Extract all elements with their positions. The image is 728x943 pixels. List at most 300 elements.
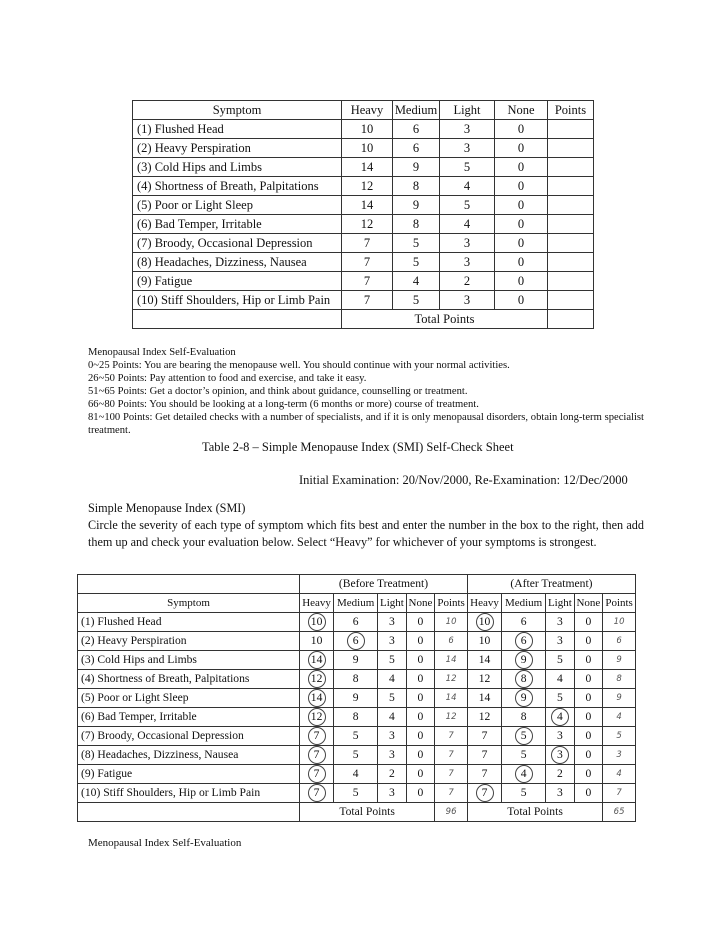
- total-before: 96: [435, 803, 468, 822]
- after-medium-cell: [502, 708, 546, 727]
- before-heavy-cell: [300, 746, 334, 765]
- total-row: [133, 310, 594, 329]
- symptom-cell: (7) Broody, Occasional Depression: [78, 727, 300, 746]
- value: 5: [389, 653, 395, 666]
- col-heavy: Heavy: [342, 101, 393, 120]
- after-medium-cell: [502, 689, 546, 708]
- table-row: [133, 272, 594, 291]
- value: 0: [585, 653, 592, 666]
- before-points-cell: 6: [435, 632, 468, 651]
- symptom-cell: (2) Heavy Perspiration: [78, 632, 300, 651]
- before-light-cell: [378, 746, 407, 765]
- table-header-row: [133, 101, 594, 120]
- symptom-cell: (8) Headaches, Dizziness, Nausea: [78, 746, 300, 765]
- after-light-cell: [546, 765, 575, 784]
- col-symptom: Symptom: [133, 101, 342, 120]
- total-label-after: Total Points: [467, 803, 602, 822]
- col-after-light: Light: [546, 594, 575, 613]
- none-cell: 0: [495, 234, 548, 253]
- value: 0: [585, 710, 592, 723]
- heavy-cell: 7: [342, 234, 393, 253]
- col-medium: Medium: [393, 101, 440, 120]
- value: 4: [352, 767, 359, 780]
- before-medium-cell: [334, 765, 378, 784]
- value: 3: [389, 748, 395, 761]
- before-heavy-cell: [300, 784, 334, 803]
- symptom-cell: (10) Stiff Shoulders, Hip or Limb Pain: [78, 784, 300, 803]
- before-none-cell: [406, 727, 435, 746]
- medium-cell: 9: [393, 196, 440, 215]
- before-none-cell: [406, 670, 435, 689]
- total-after: 65: [603, 803, 636, 822]
- value: 5: [352, 786, 359, 799]
- value: 0: [417, 615, 424, 628]
- before-medium-cell: [334, 727, 378, 746]
- points-cell: [548, 215, 594, 234]
- heavy-cell: 14: [342, 158, 393, 177]
- points-cell: [548, 291, 594, 310]
- value: 5: [352, 729, 359, 742]
- evaluation-line: 0~25 Points: You are bearing the menopause well. You should continue with your normal activities.: [88, 360, 510, 371]
- symptom-cell: (4) Shortness of Breath, Palpitations: [133, 177, 342, 196]
- before-light-cell: [378, 727, 407, 746]
- value: 6: [352, 615, 359, 628]
- circled-value: 7: [308, 784, 326, 802]
- value: 3: [389, 786, 395, 799]
- after-medium-cell: [502, 613, 546, 632]
- after-none-cell: [574, 765, 603, 784]
- before-none-cell: [406, 765, 435, 784]
- evaluation-line: 66~80 Points: You should be looking at a long-term (6 months or more) course of treatment.: [88, 399, 479, 410]
- value: 0: [585, 767, 592, 780]
- table-row: [133, 291, 594, 310]
- light-cell: 2: [440, 272, 495, 291]
- after-light-cell: [546, 784, 575, 803]
- none-cell: 0: [495, 291, 548, 310]
- medium-cell: 6: [393, 139, 440, 158]
- value: 0: [585, 691, 592, 704]
- table-row: [133, 120, 594, 139]
- value: 0: [585, 634, 592, 647]
- none-cell: 0: [495, 158, 548, 177]
- symptom-cell: (4) Shortness of Breath, Palpitations: [78, 670, 300, 689]
- value: 7: [481, 748, 488, 761]
- value: 4: [389, 710, 395, 723]
- before-medium-cell: [334, 613, 378, 632]
- circled-value: 7: [308, 727, 326, 745]
- after-heavy-cell: [467, 613, 501, 632]
- points-cell: [548, 177, 594, 196]
- value: 0: [585, 672, 592, 685]
- before-points-cell: 7: [435, 765, 468, 784]
- light-cell: 4: [440, 215, 495, 234]
- heavy-cell: 14: [342, 196, 393, 215]
- after-light-cell: [546, 708, 575, 727]
- value: 0: [417, 786, 424, 799]
- evaluation-block: [88, 346, 644, 437]
- circled-value: 5: [515, 727, 533, 745]
- points-cell: [548, 158, 594, 177]
- after-none-cell: [574, 632, 603, 651]
- heavy-cell: 12: [342, 215, 393, 234]
- before-points-cell: 12: [435, 670, 468, 689]
- table-row: [78, 784, 636, 803]
- points-cell: [548, 139, 594, 158]
- value: 7: [481, 767, 488, 780]
- after-heavy-cell: [467, 632, 501, 651]
- value: 14: [478, 653, 491, 666]
- medium-cell: 5: [393, 234, 440, 253]
- before-none-cell: [406, 613, 435, 632]
- before-light-cell: [378, 632, 407, 651]
- table-row: [78, 746, 636, 765]
- circled-value: 12: [308, 670, 326, 688]
- value: 0: [417, 710, 424, 723]
- heavy-cell: 7: [342, 253, 393, 272]
- value: 3: [389, 729, 395, 742]
- before-heavy-cell: [300, 613, 334, 632]
- after-treatment-label: (After Treatment): [467, 575, 635, 594]
- symptom-cell: (5) Poor or Light Sleep: [133, 196, 342, 215]
- before-points-cell: 14: [435, 689, 468, 708]
- after-light-cell: [546, 632, 575, 651]
- before-medium-cell: [334, 784, 378, 803]
- medium-cell: 5: [393, 291, 440, 310]
- col-before-heavy: Heavy: [300, 594, 334, 613]
- after-none-cell: [574, 746, 603, 765]
- value: 3: [389, 615, 395, 628]
- circled-value: 4: [551, 708, 569, 726]
- evaluation-line: 26~50 Points: Pay attention to food and exercise, and take it easy.: [88, 373, 367, 384]
- before-none-cell: [406, 689, 435, 708]
- after-points-cell: 10: [603, 613, 636, 632]
- table-row: [78, 708, 636, 727]
- circled-value: 14: [308, 651, 326, 669]
- before-heavy-cell: [300, 765, 334, 784]
- table-row: [133, 158, 594, 177]
- table-row: [78, 727, 636, 746]
- symptom-cell: (3) Cold Hips and Limbs: [78, 651, 300, 670]
- after-points-cell: 4: [603, 765, 636, 784]
- circled-value: 9: [515, 651, 533, 669]
- light-cell: 3: [440, 291, 495, 310]
- value: 5: [520, 748, 527, 761]
- value: 0: [417, 748, 424, 761]
- value: 0: [585, 786, 592, 799]
- medium-cell: 4: [393, 272, 440, 291]
- symptom-cell: (6) Bad Temper, Irritable: [78, 708, 300, 727]
- none-cell: 0: [495, 272, 548, 291]
- before-points-cell: 14: [435, 651, 468, 670]
- after-heavy-cell: [467, 651, 501, 670]
- value: 12: [478, 710, 491, 723]
- before-light-cell: [378, 784, 407, 803]
- circled-value: 6: [515, 632, 533, 650]
- table-row: [78, 632, 636, 651]
- after-none-cell: [574, 613, 603, 632]
- before-light-cell: [378, 670, 407, 689]
- symptom-cell: (1) Flushed Head: [133, 120, 342, 139]
- footer-title: Menopausal Index Self-Evaluation: [88, 837, 242, 849]
- before-medium-cell: [334, 651, 378, 670]
- smi-reference-table: [132, 100, 594, 329]
- after-points-cell: 3: [603, 746, 636, 765]
- after-points-cell: 8: [603, 670, 636, 689]
- symptom-cell: (7) Broody, Occasional Depression: [133, 234, 342, 253]
- circled-value: 14: [308, 689, 326, 707]
- points-cell: [548, 196, 594, 215]
- value: 0: [417, 729, 424, 742]
- none-cell: 0: [495, 215, 548, 234]
- after-none-cell: [574, 784, 603, 803]
- col-none: None: [495, 101, 548, 120]
- medium-cell: 9: [393, 158, 440, 177]
- value: 12: [478, 672, 491, 685]
- after-heavy-cell: [467, 689, 501, 708]
- circled-value: 10: [476, 613, 494, 631]
- value: 3: [556, 786, 563, 799]
- symptom-cell: (10) Stiff Shoulders, Hip or Limb Pain: [133, 291, 342, 310]
- heavy-cell: 10: [342, 120, 393, 139]
- value: 9: [352, 691, 359, 704]
- after-medium-cell: [502, 765, 546, 784]
- heavy-cell: 7: [342, 272, 393, 291]
- table-row: [133, 215, 594, 234]
- before-light-cell: [378, 708, 407, 727]
- total-row: [78, 803, 636, 822]
- value: 5: [520, 786, 527, 799]
- after-heavy-cell: [467, 746, 501, 765]
- after-heavy-cell: [467, 727, 501, 746]
- value: 0: [417, 767, 424, 780]
- none-cell: 0: [495, 177, 548, 196]
- table-row: [78, 613, 636, 632]
- before-points-cell: 12: [435, 708, 468, 727]
- circled-value: 9: [515, 689, 533, 707]
- before-points-cell: 10: [435, 613, 468, 632]
- after-light-cell: [546, 727, 575, 746]
- col-after-heavy: Heavy: [467, 594, 501, 613]
- col-before-none: None: [406, 594, 435, 613]
- after-points-cell: 5: [603, 727, 636, 746]
- col-before-medium: Medium: [334, 594, 378, 613]
- medium-cell: 8: [393, 177, 440, 196]
- none-cell: 0: [495, 253, 548, 272]
- value: 8: [352, 672, 359, 685]
- value: 3: [556, 634, 563, 647]
- value: 4: [556, 672, 563, 685]
- evaluation-title: Menopausal Index Self-Evaluation: [88, 347, 236, 358]
- before-light-cell: [378, 651, 407, 670]
- value: 3: [556, 615, 563, 628]
- before-light-cell: [378, 689, 407, 708]
- before-heavy-cell: [300, 708, 334, 727]
- before-light-cell: [378, 613, 407, 632]
- circled-value: 7: [476, 784, 494, 802]
- after-none-cell: [574, 651, 603, 670]
- points-cell: [548, 253, 594, 272]
- after-light-cell: [546, 613, 575, 632]
- before-none-cell: [406, 651, 435, 670]
- circled-value: 7: [308, 746, 326, 764]
- symptom-cell: (5) Poor or Light Sleep: [78, 689, 300, 708]
- symptom-cell: (3) Cold Hips and Limbs: [133, 158, 342, 177]
- none-cell: 0: [495, 139, 548, 158]
- before-none-cell: [406, 708, 435, 727]
- col-light: Light: [440, 101, 495, 120]
- total-label: Total Points: [342, 310, 548, 329]
- points-cell: [548, 272, 594, 291]
- symptom-cell: (1) Flushed Head: [78, 613, 300, 632]
- after-light-cell: [546, 746, 575, 765]
- table-row: [133, 177, 594, 196]
- before-medium-cell: [334, 670, 378, 689]
- before-heavy-cell: [300, 632, 334, 651]
- value: 8: [520, 710, 527, 723]
- value: 9: [352, 653, 359, 666]
- light-cell: 4: [440, 177, 495, 196]
- symptom-cell: (8) Headaches, Dizziness, Nausea: [133, 253, 342, 272]
- table-row: [78, 689, 636, 708]
- total-value-cell: [548, 310, 594, 329]
- after-points-cell: 7: [603, 784, 636, 803]
- value: 10: [310, 634, 323, 647]
- after-light-cell: [546, 689, 575, 708]
- before-heavy-cell: [300, 670, 334, 689]
- value: 2: [556, 767, 563, 780]
- before-medium-cell: [334, 689, 378, 708]
- circled-value: 4: [515, 765, 533, 783]
- before-none-cell: [406, 632, 435, 651]
- value: 2: [389, 767, 395, 780]
- table-group-header-row: [78, 575, 636, 594]
- light-cell: 5: [440, 158, 495, 177]
- before-heavy-cell: [300, 651, 334, 670]
- value: 0: [585, 748, 592, 761]
- after-medium-cell: [502, 727, 546, 746]
- value: 5: [556, 653, 563, 666]
- none-cell: 0: [495, 120, 548, 139]
- value: 10: [478, 634, 491, 647]
- symptom-cell: (2) Heavy Perspiration: [133, 139, 342, 158]
- heavy-cell: 10: [342, 139, 393, 158]
- after-points-cell: 6: [603, 632, 636, 651]
- light-cell: 3: [440, 234, 495, 253]
- circled-value: 7: [308, 765, 326, 783]
- circled-value: 10: [308, 613, 326, 631]
- table-caption: Table 2-8 – Simple Menopause Index (SMI) Self-Check Sheet: [202, 440, 514, 454]
- before-none-cell: [406, 784, 435, 803]
- circled-value: 12: [308, 708, 326, 726]
- before-heavy-cell: [300, 727, 334, 746]
- before-medium-cell: [334, 708, 378, 727]
- after-heavy-cell: [467, 765, 501, 784]
- after-none-cell: [574, 670, 603, 689]
- value: 14: [478, 691, 491, 704]
- table-row: [133, 253, 594, 272]
- total-blank-cell: [78, 803, 300, 822]
- value: 7: [481, 729, 488, 742]
- table-row: [133, 234, 594, 253]
- medium-cell: 5: [393, 253, 440, 272]
- light-cell: 3: [440, 139, 495, 158]
- table-row: [78, 765, 636, 784]
- value: 5: [556, 691, 563, 704]
- circled-value: 3: [551, 746, 569, 764]
- after-points-cell: 9: [603, 651, 636, 670]
- after-none-cell: [574, 708, 603, 727]
- points-cell: [548, 234, 594, 253]
- col-before-points: Points: [435, 594, 468, 613]
- heavy-cell: 7: [342, 291, 393, 310]
- before-medium-cell: [334, 746, 378, 765]
- before-points-cell: 7: [435, 746, 468, 765]
- table-row: [133, 196, 594, 215]
- before-points-cell: 7: [435, 784, 468, 803]
- total-label-before: Total Points: [300, 803, 435, 822]
- smi-heading: Simple Menopause Index (SMI): [88, 501, 246, 515]
- after-heavy-cell: [467, 670, 501, 689]
- circled-value: 6: [347, 632, 365, 650]
- col-after-points: Points: [603, 594, 636, 613]
- evaluation-line: 81~100 Points: Get detailed checks with a number of specialists, and if it is only menopausal disorders, obtain long-term specialist treatment.: [88, 412, 644, 436]
- after-points-cell: 9: [603, 689, 636, 708]
- table-row: [78, 670, 636, 689]
- circled-value: 8: [515, 670, 533, 688]
- table-row: [78, 651, 636, 670]
- value: 0: [417, 672, 424, 685]
- medium-cell: 6: [393, 120, 440, 139]
- after-light-cell: [546, 651, 575, 670]
- value: 3: [389, 634, 395, 647]
- after-none-cell: [574, 727, 603, 746]
- exam-dates: Initial Examination: 20/Nov/2000, Re-Examination: 12/Dec/2000: [299, 473, 628, 487]
- after-heavy-cell: [467, 708, 501, 727]
- value: 0: [585, 615, 592, 628]
- value: 0: [417, 634, 424, 647]
- symptom-cell: (6) Bad Temper, Irritable: [133, 215, 342, 234]
- heavy-cell: 12: [342, 177, 393, 196]
- after-medium-cell: [502, 651, 546, 670]
- col-after-none: None: [574, 594, 603, 613]
- value: 3: [556, 729, 563, 742]
- smi-results-table: [77, 574, 636, 822]
- smi-instructions: Circle the severity of each type of symptom which fits best and enter the number in the box to the right, then add them up and check your evaluation below. Select “Heavy” for whichever of your symptoms is strongest.: [88, 518, 644, 549]
- light-cell: 3: [440, 120, 495, 139]
- after-points-cell: 4: [603, 708, 636, 727]
- before-treatment-label: (Before Treatment): [300, 575, 468, 594]
- symptom-cell: (9) Fatigue: [133, 272, 342, 291]
- light-cell: 3: [440, 253, 495, 272]
- before-points-cell: 7: [435, 727, 468, 746]
- value: 6: [520, 615, 527, 628]
- before-medium-cell: [334, 632, 378, 651]
- col-symptom: Symptom: [78, 594, 300, 613]
- value: 5: [389, 691, 395, 704]
- after-medium-cell: [502, 632, 546, 651]
- value: 5: [352, 748, 359, 761]
- table-row: [133, 139, 594, 158]
- light-cell: 5: [440, 196, 495, 215]
- total-blank-cell: [133, 310, 342, 329]
- col-before-light: Light: [378, 594, 407, 613]
- value: 0: [417, 653, 424, 666]
- after-none-cell: [574, 689, 603, 708]
- col-points: Points: [548, 101, 594, 120]
- after-heavy-cell: [467, 784, 501, 803]
- medium-cell: 8: [393, 215, 440, 234]
- after-medium-cell: [502, 784, 546, 803]
